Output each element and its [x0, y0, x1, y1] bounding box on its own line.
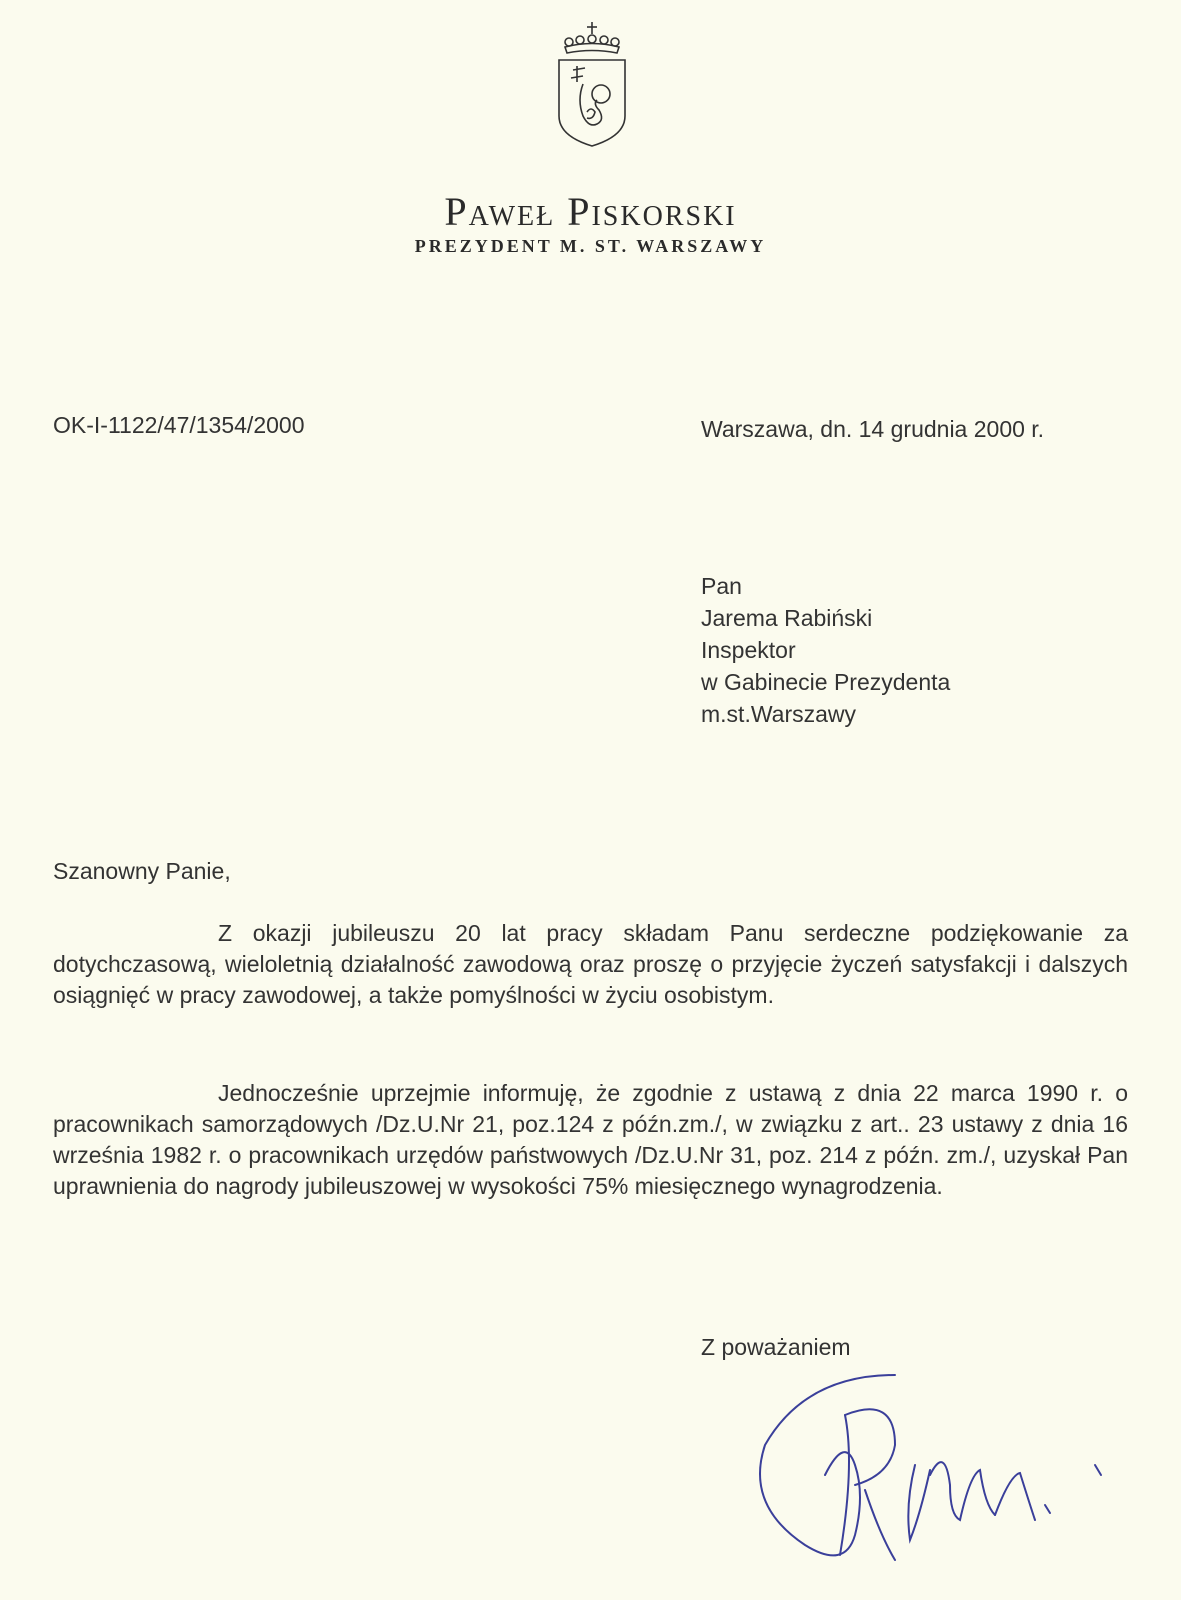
body-paragraph [53, 1078, 1128, 1202]
recipient-line: Jarema Rabiński [701, 605, 873, 631]
recipient-line: Inspektor [701, 637, 796, 663]
sender-name: Paweł Piskorski [444, 189, 737, 234]
paragraph-text: Z okazji jubileuszu 20 lat pracy składam Panu serdeczne podziękowanie za dotychczasową, wieloletnią działalność zawodową oraz proszę o przyjęcie życzeń satysfakcji i dalszych osiągnięć w pracy zawodowej, a także pomyślności w życiu osobistym. [53, 920, 1128, 1008]
paragraph-text: Jednocześnie uprzejmie informuję, że zgodnie z ustawą z dnia 22 marca 1990 r. o pracownikach samorządowych /Dz.U.Nr 21, poz.124 z późn.zm./, w związku z art.. 23 ustawy z dnia 16 września 1982 r. o pracownikach urzędów państwowych /Dz.U.Nr 31, poz. 214 z późn. zm./, uzyskał Pan uprawnienia do nagrody jubileuszowej w wysokości 75% miesięcznego wynagrodzenia. [53, 1080, 1128, 1199]
recipient-line: Pan [701, 573, 742, 599]
reference-number: OK-I-1122/47/1354/2000 [53, 412, 305, 438]
body-paragraph [53, 918, 1128, 1011]
sender-title: PREZYDENT M. ST. WARSZAWY [414, 236, 767, 256]
handwritten-signature [745, 1355, 1125, 1595]
warsaw-coat-of-arms-icon [553, 20, 631, 148]
recipient-address [701, 570, 950, 730]
recipient-line: w Gabinecie Prezydenta [701, 669, 951, 695]
recipient-line: m.st.Warszawy [701, 701, 857, 727]
greeting: Szanowny Panie, [53, 858, 231, 884]
letter-date: Warszawa, dn. 14 grudnia 2000 r. [701, 416, 1045, 442]
closing-phrase: Z poważaniem [701, 1334, 851, 1360]
